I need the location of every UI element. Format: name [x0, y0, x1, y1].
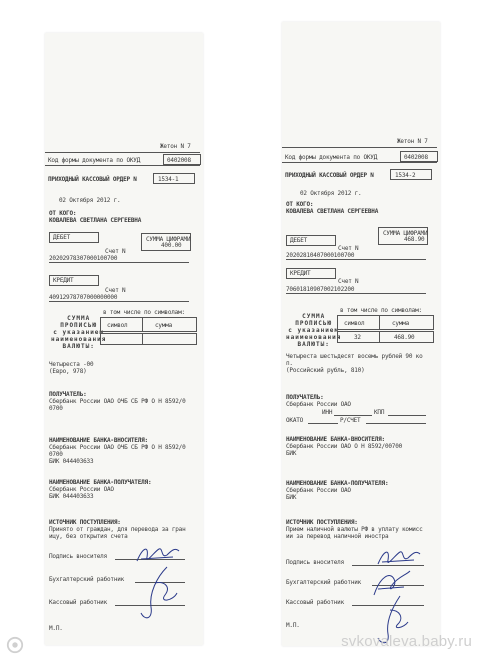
- receiver-bank: Сбербанк России ОАО БИК 044403633: [49, 486, 114, 500]
- form-code: 0402008: [404, 154, 428, 161]
- stamp-place: М.П.: [49, 625, 63, 632]
- order-number: 1534-1: [158, 176, 179, 183]
- document-title: ПРИХОДНЫЙ КАССОВЫЙ ОРДЕР N: [48, 176, 137, 183]
- depositor-signature-label: Подпись вносителя: [49, 553, 108, 560]
- source: Принято от граждан, для перевода за гран ицу, без открытия счета: [49, 526, 186, 540]
- source: Прием наличной валюты РФ в уплату комисс ии за перевод наличной иностра: [286, 526, 423, 540]
- debit-label: ДЕБЕТ: [290, 237, 308, 244]
- credit-label: КРЕДИТ: [290, 270, 311, 277]
- account-label: Счет N: [338, 245, 359, 252]
- credit-label: КРЕДИТ: [53, 277, 74, 284]
- cashier-signature-label: Кассовый работник: [49, 599, 108, 606]
- amount-column: сумма: [155, 322, 173, 329]
- order-date: 02 Октября 2012 г.: [300, 190, 362, 197]
- amount-in-words: Четыреста -00 (Евро, 978): [49, 361, 94, 375]
- credit-account: 40912978707000000000: [49, 294, 118, 301]
- recipient: Сбербанк России ОАО: [286, 401, 351, 408]
- source-label: ИСТОЧНИК ПОСТУПЛЕНИЯ:: [286, 519, 358, 526]
- watermark: svkovaleva.baby.ru: [341, 633, 472, 650]
- debit-label: ДЕБЕТ: [53, 234, 71, 241]
- accountant-signature-label: Бухгалтерский работник: [49, 576, 125, 583]
- sum-digits-label: СУММА ЦИФРАМИ: [383, 230, 428, 237]
- payer-name: КОВАЛЕВА СВЕТЛАНА СЕРГЕЕВНА: [49, 217, 142, 224]
- payer-name: КОВАЛЕВА СВЕТЛАНА СЕРГЕЕВНА: [286, 208, 379, 215]
- inn-label: ИНН: [322, 409, 333, 416]
- account-label-2: Счет N: [338, 278, 359, 285]
- okato-label: ОКАТО: [286, 417, 304, 424]
- accountant-signature-label: Бухгалтерский работник: [286, 579, 362, 586]
- credit-account: 70601810907002102200: [286, 286, 355, 293]
- amount-column: сумма: [392, 320, 410, 327]
- including-symbols-label: в том числе по символам:: [103, 309, 185, 316]
- sum-digits: 400.00: [161, 242, 182, 249]
- page-label: Жетон N 7: [397, 138, 428, 145]
- order-date: 02 Октября 2012 г.: [59, 197, 121, 204]
- cashier-signature-label: Кассовый работник: [286, 599, 345, 606]
- depositor-bank-label: НАИМЕНОВАНИЕ БАНКА-ВНОСИТЕЛЯ:: [286, 436, 385, 443]
- accountant-signature: [137, 563, 182, 623]
- including-symbols-label: в том числе по символам:: [340, 307, 422, 314]
- order-number: 1534-2: [395, 172, 416, 179]
- symbol-column: символ: [344, 320, 365, 327]
- source-label: ИСТОЧНИК ПОСТУПЛЕНИЯ:: [49, 519, 121, 526]
- from-label: ОТ КОГО:: [286, 201, 314, 208]
- depositor-signature-label: Подпись вносителя: [286, 559, 345, 566]
- sum-digits-label: СУММА ЦИФРАМИ: [146, 236, 191, 243]
- recipient-label: ПОЛУЧАТЕЛЬ:: [286, 394, 324, 401]
- amount-in-words: Четыреста шестьдесят восемь рублей 90 ко п. (Российский рубль, 810): [286, 353, 423, 374]
- depositor-bank-label: НАИМЕНОВАНИЕ БАНКА-ВНОСИТЕЛЯ:: [49, 437, 148, 444]
- symbol-column: символ: [107, 322, 128, 329]
- receiver-bank-label: НАИМЕНОВАНИЕ БАНКА-ПОЛУЧАТЕЛЯ:: [286, 480, 389, 487]
- depositor-bank: Сбербанк России ОАО ОЧБ СБ РФ О Н 8592/0 0700 БИК 044403633: [49, 444, 186, 465]
- page-label: Жетон N 7: [160, 143, 191, 150]
- document-title: ПРИХОДНЫЙ КАССОВЫЙ ОРДЕР N: [285, 172, 374, 179]
- account-label: Счет N: [105, 248, 126, 255]
- form-code: 0402008: [167, 157, 191, 164]
- baby-logo-icon: [6, 636, 24, 654]
- sum-in-words-label: СУММА ПРОПИСЬЮ с указанием наименования ВАЛЮТЫ:: [51, 315, 107, 350]
- amount-value: 468.90: [394, 334, 415, 341]
- kpp-label: КПП: [374, 409, 385, 416]
- receiver-bank: Сбербанк России ОАО БИК: [286, 487, 351, 501]
- recipient: Сбербанк России ОАО ОЧБ СБ РФ О Н 8592/0 0700: [49, 398, 186, 412]
- from-label: ОТ КОГО:: [49, 210, 77, 217]
- sum-in-words-label: СУММА ПРОПИСЬЮ с указанием наименования ВАЛЮТЫ:: [286, 313, 342, 348]
- receiver-bank-label: НАИМЕНОВАНИЕ БАНКА-ПОЛУЧАТЕЛЯ:: [49, 479, 152, 486]
- recipient-label: ПОЛУЧАТЕЛЬ:: [49, 391, 87, 398]
- stamp-place: М.П.: [286, 622, 300, 629]
- debit-account: 20202810407000100700: [286, 252, 355, 259]
- debit-account: 20202978307000100700: [49, 255, 118, 262]
- depositor-bank: Сбербанк России ОАО О Н 8592/00700 БИК: [286, 443, 403, 457]
- symbol-value: 32: [354, 334, 361, 341]
- cash-receipt-order-1: [45, 33, 203, 645]
- form-code-label: Код формы документа по ОКУД: [48, 157, 141, 164]
- account-label-2: Счет N: [105, 287, 126, 294]
- account-number-label: Р/СЧЕТ: [340, 417, 361, 424]
- form-code-label: Код формы документа по ОКУД: [285, 154, 378, 161]
- sum-digits: 468.90: [404, 236, 425, 243]
- cash-receipt-order-2: [282, 22, 440, 646]
